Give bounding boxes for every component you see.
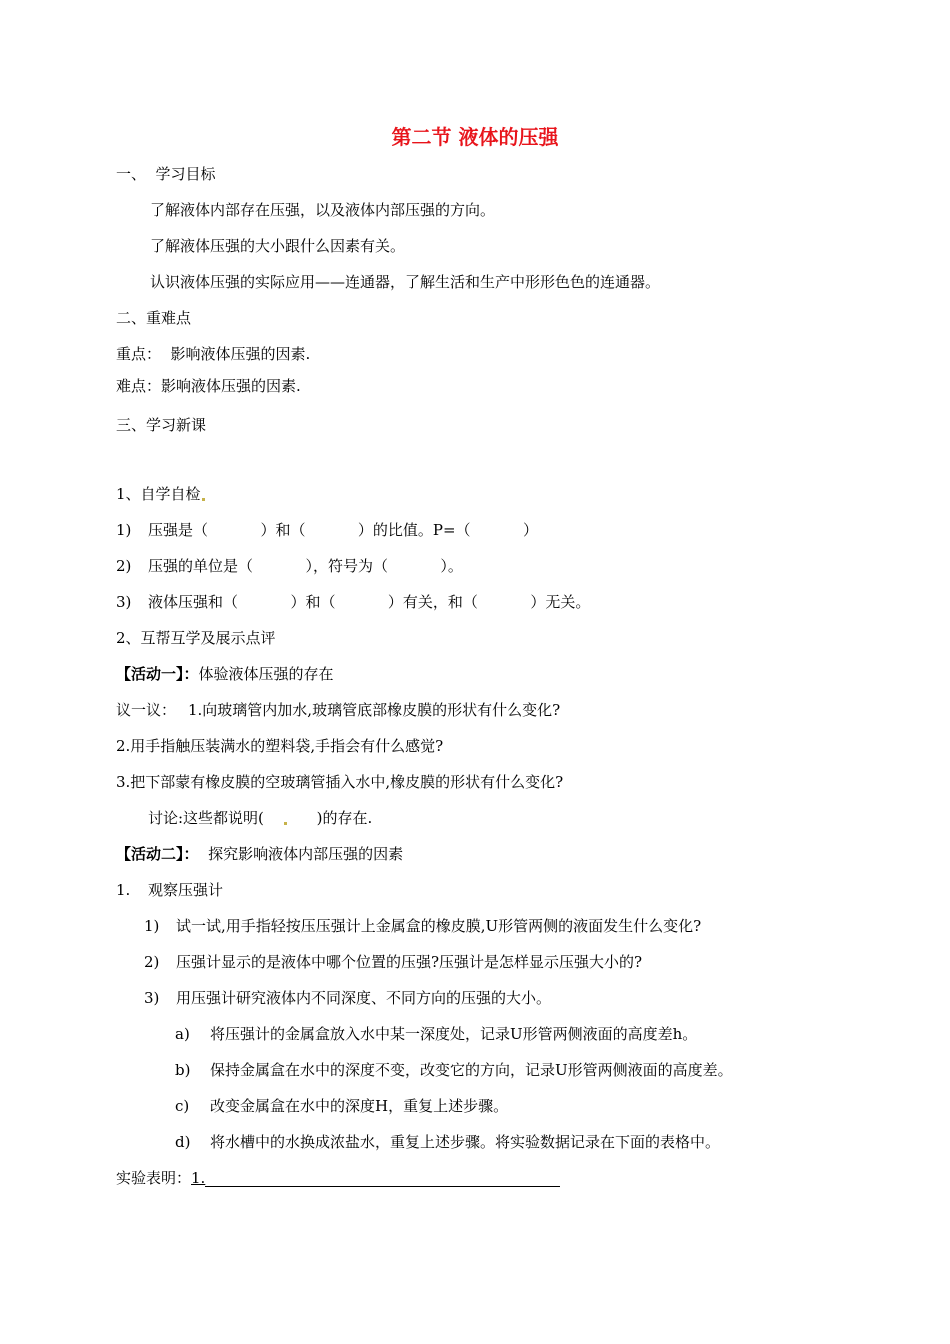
activity2-label: 【活动二】： [116,845,199,863]
sub-1-text: 试一试,用手指轻按压压强计上金属盒的橡皮膜,U形管两侧的液面发生什么变化? [176,917,702,935]
activity1-label: 【活动一】： [116,665,199,683]
self-check-item-2-num: 2) [116,557,132,575]
step-c-num: c) [175,1097,190,1115]
self-check-item-2: 压强的单位是（ ），符号为（ ）。 [148,557,463,575]
self-check-item-3: 液体压强和（ ）和（ ）有关，和（ ）无关。 [148,593,591,611]
result-blank-underline [205,1170,560,1187]
activity2-line [116,844,403,864]
activity1-question-2: 2.用手指触压装满水的塑料袋,手指会有什么感觉? [116,737,444,755]
activity1-title: 体验液体压强的存在 [198,665,334,683]
step-b-text: 保持金属盒在水中的深度不变，改变它的方向，记录U形管两侧液面的高度差。 [210,1061,733,1079]
sub-1-num: 1) [144,917,160,935]
step-a-text: 将压强计的金属盒放入水中某一深度处，记录U形管两侧液面的高度差h。 [210,1025,698,1043]
step-d-num: d) [175,1133,191,1151]
step-a-num: a) [175,1025,190,1043]
sub-3-text: 用压强计研究液体内不同深度、不同方向的压强的大小。 [176,989,552,1007]
result-num: 1. [191,1169,206,1187]
activity2-step-text: 观察压强计 [148,881,224,899]
section3-heading: 三、学习新课 [116,416,207,434]
activity1-line [116,664,334,684]
activity2-title: 探究影响液体内部压强的因素 [208,845,404,863]
key-point: 重点： 影响液体压强的因素. [116,345,311,363]
activity2-step-num: 1. [116,881,131,899]
self-check-item-1-num: 1) [116,521,132,539]
activity1-question-3: 3.把下部蒙有橡皮膜的空玻璃管插入水中,橡皮膜的形状有什么变化? [116,773,564,791]
step-c-text: 改变金属盒在水中的深度H，重复上述步骤。 [210,1097,509,1115]
difficult-point: 难点：影响液体压强的因素. [116,377,301,395]
goal-2: 了解液体压强的大小跟什么因素有关。 [150,237,406,255]
self-check-heading: 1、自学自检 [116,484,206,504]
result-label: 实验表明： [116,1169,192,1187]
section2-heading: 二、重难点 [116,309,192,327]
sub-2-num: 2) [144,953,160,971]
sub-3-num: 3) [144,989,160,1007]
mutual-heading: 2、互帮互学及展示点评 [116,629,276,647]
activity1-conclusion: 讨论:这些都说明( )的存在. [148,809,373,827]
page-title: 第二节 液体的压强 [391,125,559,149]
self-check-item-3-num: 3) [116,593,132,611]
self-check-item-1: 压强是（ ）和（ ）的比值。P=（ ） [148,521,539,539]
activity1-question-1: 1.向玻璃管内加水,玻璃管底部橡皮膜的形状有什么变化? [188,701,561,719]
step-d-text: 将水槽中的水换成浓盐水，重复上述步骤。将实验数据记录在下面的表格中。 [210,1133,721,1151]
result-line [116,1168,560,1188]
goal-1: 了解液体内部存在压强，以及液体内部压强的方向。 [150,201,496,219]
discuss-label: 议一议： [116,701,177,719]
goal-3: 认识液体压强的实际应用——连通器，了解生活和生产中形形色色的连通器。 [150,273,661,291]
sub-2-text: 压强计显示的是液体中哪个位置的压强?压强计是怎样显示压强大小的? [176,953,643,971]
step-b-num: b) [175,1061,191,1079]
section1-heading: 一、 学习目标 [116,165,216,183]
